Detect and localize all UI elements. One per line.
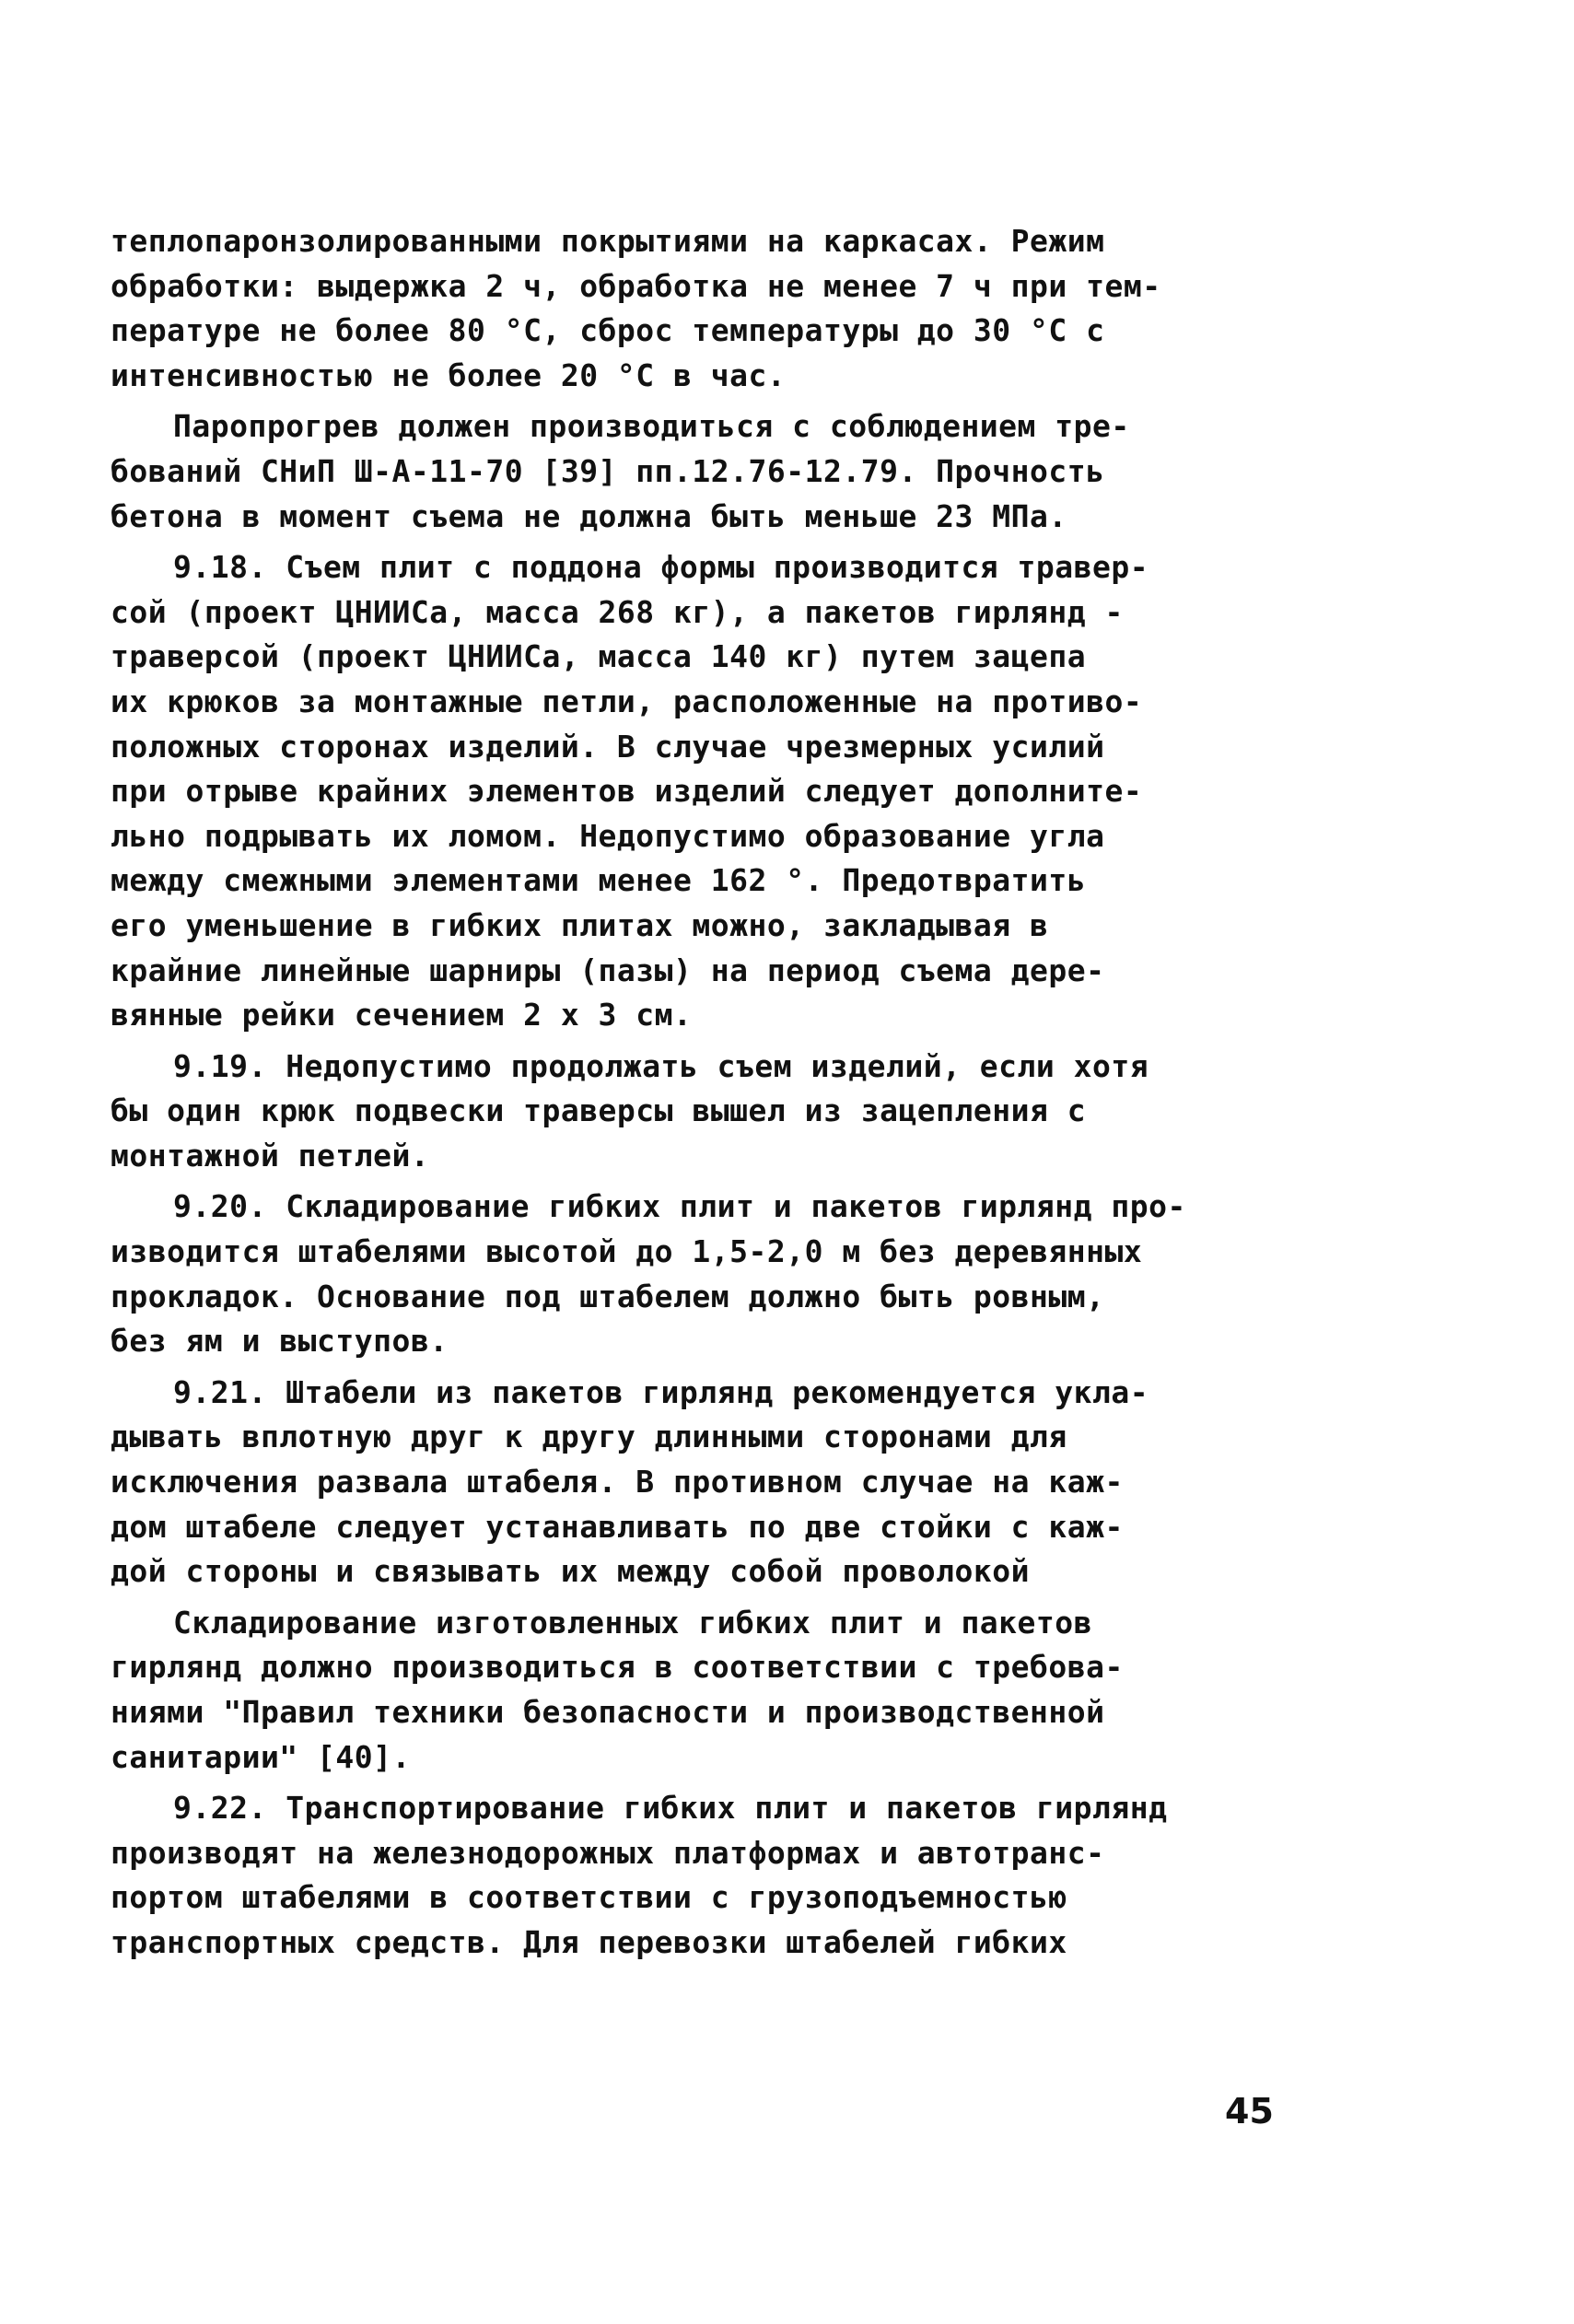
paragraph-9-20: 9.20. Складирование гибких плит и пакетов гирлянд про- изводится штабелями высотой до 1,5-2,0 м без деревянных прокладок. Основание под штабелем должно быть ровным, без ям и выступов. xyxy=(111,1188,1186,1360)
paragraph-9-19: 9.19. Недопустимо продолжать съем изделий, если хотя бы один крюк подвески траверсы вышел из зацепления с монтажной петлей. xyxy=(111,1047,1149,1174)
paragraph-curing-mode: теплопаронзолированными покрытиями на каркасах. Режим обработки: выдержка 2 ч, обработка не менее 7 ч при тем- пературе не более 80 °C, сброс температуры до 30 °C с интенсивностью не более 20 °C в час. xyxy=(111,223,1161,393)
paragraph-9-22: 9.22. Транспортирование гибких плит и пакетов гирлянд производят на железнодорожных платформах и автотранс- портом штабелями в соответствии с грузоподъемностью транспортных средств. Для перевозки штабелей гибких xyxy=(111,1790,1168,1960)
paragraph-steam-heating: Паропрогрев должен производиться с соблюдением тре- бований СНиП Ш-А-11-70 [39] пп.12.76-12.79. Прочность бетона в момент съема не должна быть меньше 23 МПа. xyxy=(111,408,1130,534)
paragraph-9-21: 9.21. Штабели из пакетов гирлянд рекомендуется укла- дывать вплотную друг к другу длинными сторонами для исключения развала штабеля. В противном случае на каж- дом штабеле следует устанавливать по две стойки с каж- дой стороны и связывать их между собой проволокой xyxy=(111,1373,1149,1590)
paragraph-storage-safety: Складирование изготовленных гибких плит и пакетов гирлянд должно производиться в соответствии с требова- ниями "Правил техники безопасности и производственной санитарии" [40]. xyxy=(111,1604,1124,1775)
body-text xyxy=(111,219,1308,1972)
paragraph-9-18: 9.18. Съем плит с поддона формы производится травер- сой (проект ЦНИИСа, масса 268 кг), а пакетов гирлянд - траверсой (проект ЦНИИСа, масса 140 кг) путем зацепа их крюков за монтажные петли, расположенные на противо- положных сторонах изделий. В случае чрезмерных усилий при отрыве крайних элементов изделий следует дополните- льно подрывать их ломом. Недопустимо образование угла между смежными элементами менее 162 °. Предотвратить его уменьшение в гибких плитах можно, закладывая в крайние линейные шарниры (пазы) на период съема дере- вянные рейки сечением 2 х 3 см. xyxy=(111,549,1149,1034)
page-number: 45 xyxy=(1225,2091,1274,2131)
